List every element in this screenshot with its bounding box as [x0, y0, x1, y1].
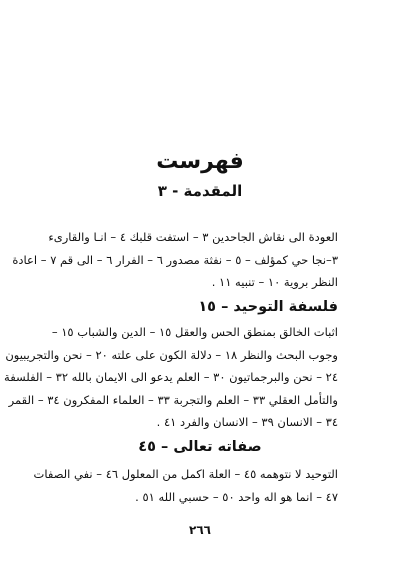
intro-line-2: ٣–نجا حي كمؤلف – ٥ – نفثة مصدور ٦ – الفرار ٦ – الى قم ٧ – اعادة — [12, 252, 338, 267]
tawhid-line-1: اثبات الخالق بمنطق الحس والعقل ١٥ – الدين والشباب ١٥ – — [51, 325, 338, 339]
intro-paragraph — [12, 226, 338, 294]
page-number: ٢٦٦ — [189, 523, 211, 537]
section-tawhid-paragraph — [4, 321, 338, 434]
section-heading-sifat: صفاته تعالى – ٤٥ — [138, 439, 262, 455]
tawhid-line-4: والتأمل العقلي ٣٣ – العلم والتجربة ٣٣ – العلماء المفكرون ٣٤ – القمر — [8, 392, 338, 407]
section-heading-tawhid: فلسفة التوحيد – ١٥ — [198, 299, 338, 315]
tawhid-line-5: ٣٤ – الانسان ٣٩ – الانسان والفرد ٤١ . — [156, 415, 338, 429]
sifat-line-1: التوحيد لا نتوهمه ٤٥ – العلة اكمل من المعلول ٤٦ – نفي الصفات — [33, 467, 338, 481]
section-sifat-paragraph — [33, 463, 338, 508]
intro-heading: المقدمة - ٣ — [157, 182, 243, 200]
page-title: فهرست — [156, 149, 244, 174]
tawhid-line-3: ٢٤ – نحن والبرجماتيون ٣٠ – العلم يدعو الى الايمان بالله ٣٢ – الفلسفة — [4, 370, 338, 384]
intro-line-3: النظر بروية ١٠ – تنبيه ١١ . — [211, 275, 338, 289]
intro-line-1: العودة الى نقاش الجاحدين ٣ – استفت قلبك ٤ – انـا والقارىء — [48, 230, 338, 244]
tawhid-line-2: وجوب البحث والنظر ١٨ – دلالة الكون على علته ٢٠ – نحن والتجريبيون — [5, 347, 338, 362]
sifat-line-2: ٤٧ – انما هو اله واحد ٥٠ – حسبي الله ٥١ . — [135, 489, 338, 504]
